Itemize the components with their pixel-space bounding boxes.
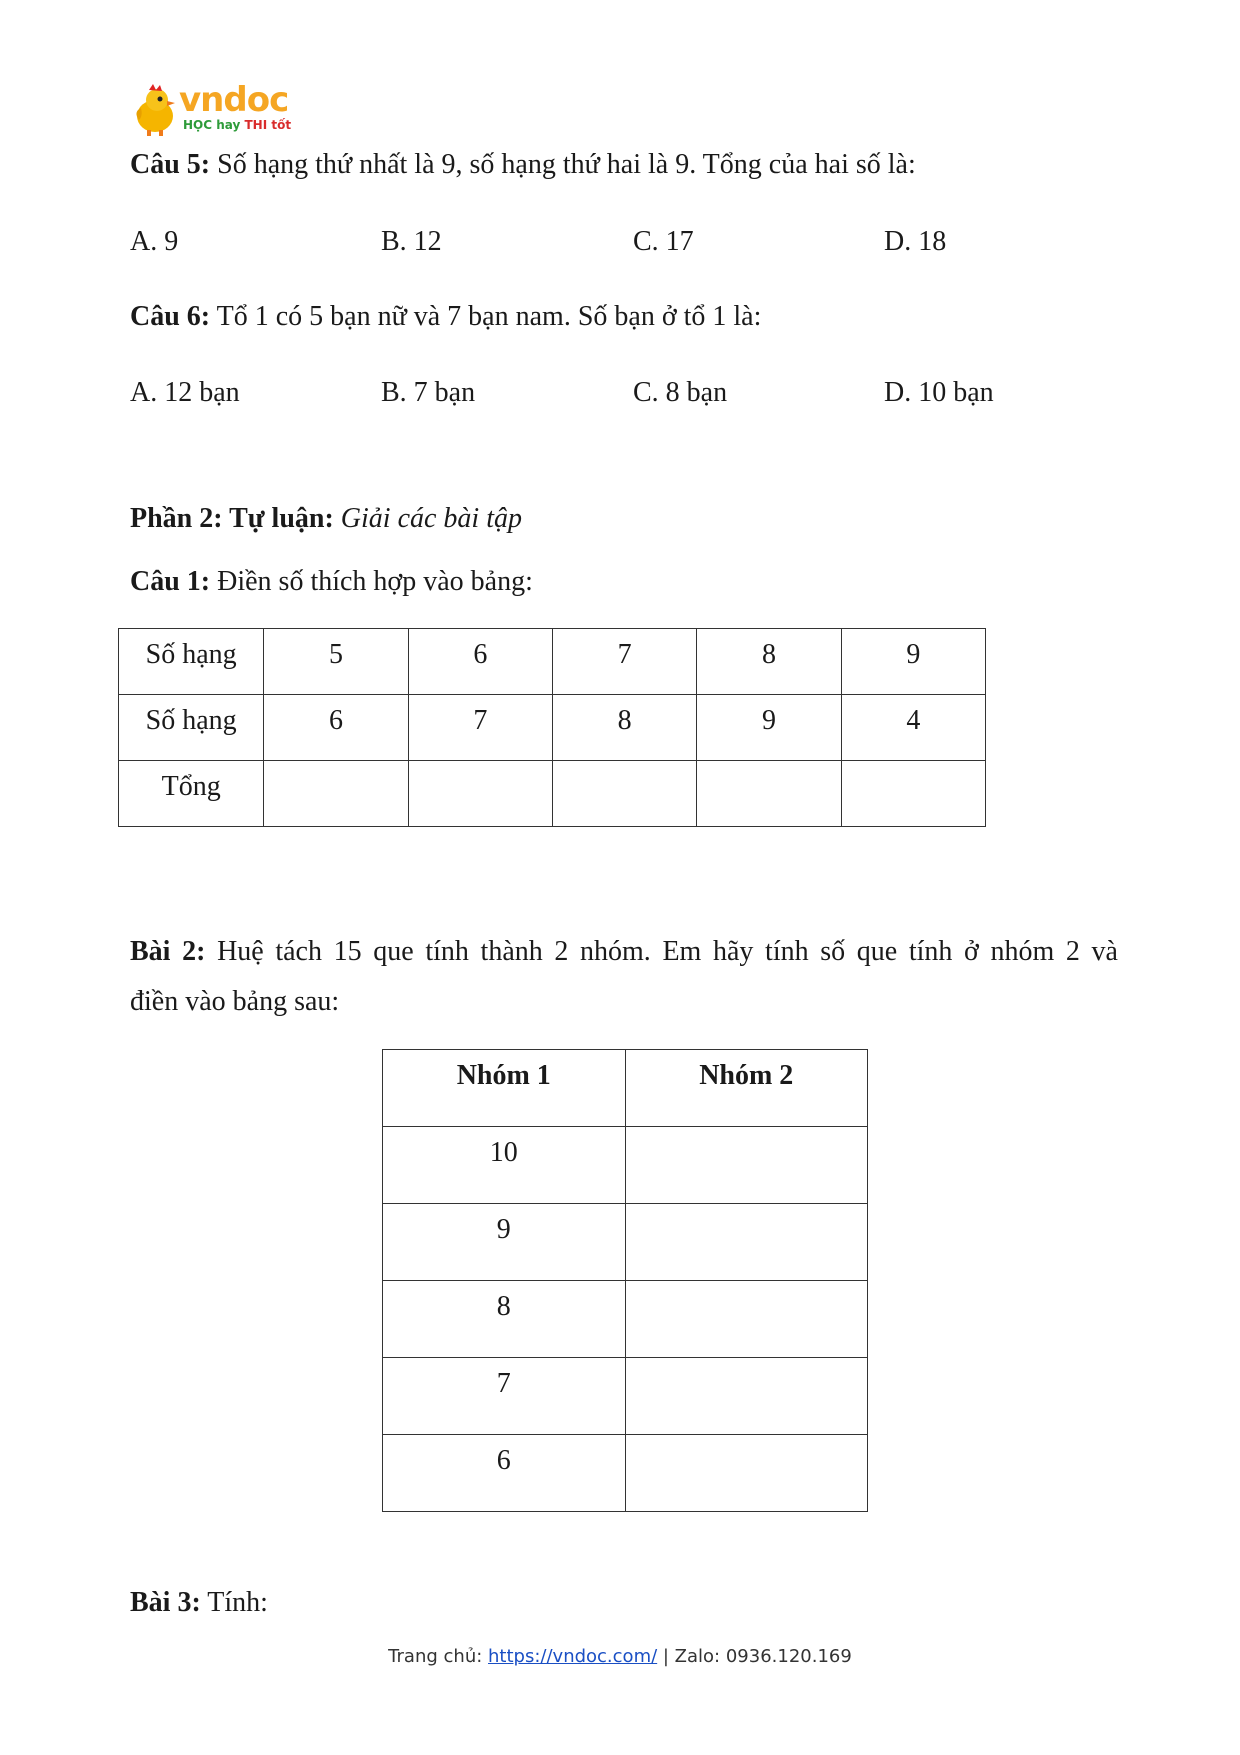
table-row (119, 695, 986, 761)
question-6-label: Câu 6: (130, 301, 211, 332)
question-6-text: Tổ 1 có 5 bạn nữ và 7 bạn nam. Số bạn ở tổ 1 là: (210, 301, 762, 332)
q6-option-c: C. 8 bạn (633, 377, 728, 408)
q5-option-b: B. 12 (381, 226, 442, 257)
question-5-text: Số hạng thứ nhất là 9, số hạng thứ hai là 9. Tổng của hai số là: (210, 149, 916, 180)
table-cell: 7 (552, 629, 696, 695)
table-cell (697, 761, 841, 827)
question-5-label: Câu 5: (130, 149, 211, 180)
q5-option-c: C. 17 (633, 226, 694, 257)
part-2-heading (130, 502, 522, 536)
table-cell (625, 1127, 868, 1204)
table-cell: 10 (383, 1127, 626, 1204)
table-cell: 4 (841, 695, 985, 761)
group-table (382, 1049, 868, 1512)
exercise-3-label: Bài 3: (130, 1587, 201, 1618)
exercise-1-text: Điền số thích hợp vào bảng: (210, 566, 533, 597)
q6-option-d: D. 10 bạn (884, 377, 994, 408)
table-row (383, 1204, 868, 1281)
addition-table (118, 628, 986, 827)
question-6 (130, 300, 761, 334)
table-cell: 6 (383, 1435, 626, 1512)
logo-brand-text: vndoc (179, 80, 289, 120)
q6-option-a: A. 12 bạn (130, 377, 240, 408)
logo-slogan-part2: THI tốt (244, 118, 292, 132)
exercise-1 (130, 565, 533, 599)
table-cell: 8 (383, 1281, 626, 1358)
table-cell: 9 (841, 629, 985, 695)
table-cell: 9 (697, 695, 841, 761)
table-row-header: Số hạng (119, 695, 264, 761)
exercise-1-label: Câu 1: (130, 566, 211, 597)
question-5 (130, 148, 916, 182)
table-cell (625, 1204, 868, 1281)
table-cell: 7 (383, 1358, 626, 1435)
table-cell: 8 (552, 695, 696, 761)
exercise-3 (130, 1586, 268, 1620)
table-row (383, 1358, 868, 1435)
q5-option-a: A. 9 (130, 226, 179, 257)
vndoc-logo (131, 80, 291, 136)
table-cell (264, 761, 408, 827)
table-header-row (383, 1050, 868, 1127)
exercise-2-label: Bài 2: (130, 936, 206, 967)
table-cell: 6 (264, 695, 408, 761)
table-row (119, 761, 986, 827)
footer-prefix: Trang chủ: (388, 1646, 489, 1667)
exercise-3-text: Tính: (200, 1587, 268, 1618)
table-row-header: Tổng (119, 761, 264, 827)
table-cell: 9 (383, 1204, 626, 1281)
table-header-group-1: Nhóm 1 (383, 1050, 626, 1127)
part-2-label: Phần 2: Tự luận: (130, 503, 334, 534)
logo-slogan-part1: HỌC hay (183, 118, 245, 132)
table-row (119, 629, 986, 695)
part-2-subtitle: Giải các bài tập (340, 503, 522, 534)
chicken-mascot-icon (131, 84, 181, 136)
table-cell (625, 1281, 868, 1358)
footer-home-link[interactable]: https://vndoc.com/ (488, 1646, 658, 1667)
table-cell (841, 761, 985, 827)
table-cell (625, 1358, 868, 1435)
table-row (383, 1281, 868, 1358)
table-cell: 7 (408, 695, 552, 761)
page-footer (0, 1646, 1240, 1667)
q5-option-d: D. 18 (884, 226, 947, 257)
exercise-2-line-1 (130, 935, 1118, 969)
table-cell: 8 (697, 629, 841, 695)
table-header-group-2: Nhóm 2 (625, 1050, 868, 1127)
exercise-2-line-2: điền vào bảng sau: (130, 986, 340, 1017)
footer-suffix: | Zalo: 0936.120.169 (657, 1646, 852, 1667)
q6-option-b: B. 7 bạn (381, 377, 476, 408)
table-cell: 6 (408, 629, 552, 695)
logo-slogan (183, 118, 291, 132)
table-cell: 5 (264, 629, 408, 695)
table-cell (552, 761, 696, 827)
table-row (383, 1435, 868, 1512)
table-cell (408, 761, 552, 827)
exercise-2-text: Huệ tách 15 que tính thành 2 nhóm. Em hãy tính số que tính ở nhóm 2 và (205, 936, 1118, 967)
table-cell (625, 1435, 868, 1512)
table-row-header: Số hạng (119, 629, 264, 695)
table-row (383, 1127, 868, 1204)
